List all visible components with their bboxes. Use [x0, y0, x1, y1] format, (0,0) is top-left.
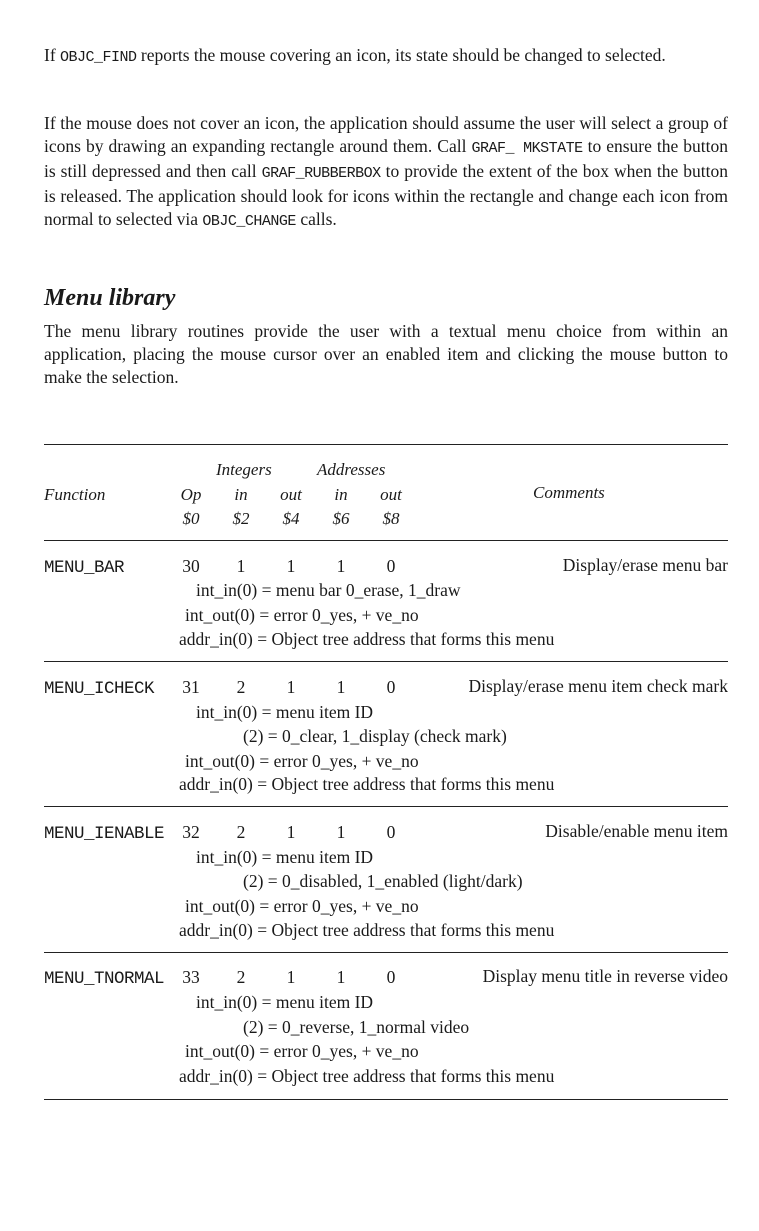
- value-addr-out: 0: [386, 677, 396, 697]
- offset-4: $4: [282, 509, 300, 528]
- text-run: reports the mouse covering an icon, its state should be changed to selected.: [136, 45, 666, 65]
- value-int-in: 2: [236, 822, 246, 842]
- value-int-out: 1: [286, 556, 296, 576]
- detail-line: int_out(0) = error 0_yes, + ve_no: [185, 751, 419, 771]
- intro-paragraph-objc-find: [44, 44, 728, 69]
- offset-0: $0: [182, 509, 200, 528]
- function-name: MENU_TNORMAL: [44, 969, 165, 989]
- subhead-int-in: in: [234, 485, 248, 504]
- subhead-addr-in: in: [334, 485, 348, 504]
- value-addr-in: 1: [336, 677, 346, 697]
- integers-header: Integers: [216, 460, 272, 479]
- detail-line: (2) = 0_reverse, 1_normal video: [243, 1017, 470, 1037]
- table-top-rule: [44, 444, 728, 445]
- subhead-op: Op: [180, 485, 202, 504]
- code-identifier: GRAF_ MKSTATE: [471, 140, 583, 157]
- row-divider: [44, 661, 728, 662]
- row-comment: Disable/enable menu item: [545, 821, 728, 841]
- detail-line: addr_in(0) = Object tree address that forms this menu: [179, 774, 555, 794]
- value-op: 30: [182, 556, 200, 576]
- text-run: If: [44, 45, 61, 65]
- subhead-addr-out: out: [380, 485, 402, 504]
- code-identifier: GRAF_RUBBERBOX: [261, 165, 381, 182]
- offset-8: $8: [382, 509, 400, 528]
- code-identifier: OBJC_FIND: [60, 49, 137, 66]
- value-int-out: 1: [286, 967, 296, 987]
- subhead-int-out: out: [280, 485, 302, 504]
- value-int-out: 1: [286, 677, 296, 697]
- function-header: Function: [44, 485, 106, 504]
- function-name: MENU_BAR: [44, 558, 125, 578]
- value-int-in: 2: [236, 967, 246, 987]
- detail-line: int_in(0) = menu item ID: [196, 992, 374, 1012]
- detail-line: int_in(0) = menu item ID: [196, 847, 374, 867]
- code-identifier: OBJC_CHANGE: [202, 213, 296, 230]
- intro-paragraph-rubberbox: [44, 112, 728, 233]
- value-op: 32: [182, 822, 200, 842]
- row-divider: [44, 806, 728, 807]
- text-run: calls.: [295, 209, 337, 229]
- row-divider: [44, 952, 728, 953]
- text-run: to provide the extent of the box when the button is released. The application should look for icons within the rectangle and change each icon from normal to selected via: [44, 161, 728, 229]
- addresses-header: Addresses: [317, 460, 386, 479]
- offset-2: $2: [232, 509, 250, 528]
- detail-line: (2) = 0_disabled, 1_enabled (light/dark): [243, 871, 523, 891]
- value-addr-out: 0: [386, 822, 396, 842]
- detail-line: addr_in(0) = Object tree address that forms this menu: [179, 629, 555, 649]
- menu-library-paragraph: The menu library routines provide the user with a textual menu choice from within an application, placing the mouse cursor over an enabled item and clicking the mouse button to make the selection.: [44, 321, 728, 387]
- detail-line: addr_in(0) = Object tree address that forms this menu: [179, 1066, 555, 1086]
- detail-line: int_in(0) = menu bar 0_erase, 1_draw: [196, 580, 461, 600]
- detail-line: int_out(0) = error 0_yes, + ve_no: [185, 605, 419, 625]
- comments-header: Comments: [533, 483, 605, 502]
- offset-6: $6: [332, 509, 350, 528]
- row-comment: Display/erase menu item check mark: [468, 676, 728, 696]
- detail-line: int_out(0) = error 0_yes, + ve_no: [185, 1041, 419, 1061]
- value-addr-out: 0: [386, 967, 396, 987]
- value-int-in: 2: [236, 677, 246, 697]
- value-int-in: 1: [236, 556, 246, 576]
- table-bottom-rule: [44, 1099, 728, 1100]
- text-run: If the mouse does not cover an icon, the application should assume the user will select a group of icons by drawing an expanding rectangle around them. Call: [44, 113, 728, 156]
- value-addr-in: 1: [336, 556, 346, 576]
- detail-line: int_out(0) = error 0_yes, + ve_no: [185, 896, 419, 916]
- row-comment: Display/erase menu bar: [562, 555, 728, 575]
- detail-line: int_in(0) = menu item ID: [196, 702, 374, 722]
- section-heading-menu-library: Menu library: [44, 285, 176, 311]
- header-bottom-rule: [44, 540, 728, 541]
- value-addr-in: 1: [336, 967, 346, 987]
- text-run: to ensure the button is still depressed and then call: [44, 136, 728, 181]
- function-name: MENU_IENABLE: [44, 824, 165, 844]
- row-comment: Display menu title in reverse video: [482, 966, 728, 986]
- value-addr-out: 0: [386, 556, 396, 576]
- function-name: MENU_ICHECK: [44, 679, 155, 699]
- value-op: 33: [182, 967, 200, 987]
- detail-line: addr_in(0) = Object tree address that forms this menu: [179, 920, 555, 940]
- value-op: 31: [182, 677, 200, 697]
- value-int-out: 1: [286, 822, 296, 842]
- value-addr-in: 1: [336, 822, 346, 842]
- detail-line: (2) = 0_clear, 1_display (check mark): [243, 726, 507, 746]
